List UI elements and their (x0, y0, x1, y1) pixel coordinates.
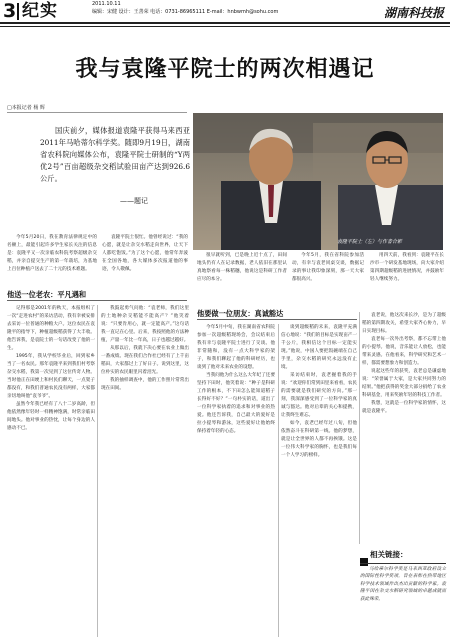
paragraph: 我想，这就是一位科学家的情怀，这就是袁隆平。 (362, 401, 446, 414)
column-2-body (101, 305, 189, 637)
article-title: 我与袁隆平院士的两次相遇记 (75, 57, 375, 82)
newspaper-name: 湖南科技报 (383, 6, 444, 20)
related-link-icon (360, 551, 368, 559)
column-divider (97, 305, 98, 637)
column-divider (278, 324, 279, 637)
subheading-2: 他要做一位朋友：真诚豁达 (197, 309, 284, 318)
subheading-1-rule (7, 300, 187, 301)
column-4-top (292, 252, 364, 288)
paragraph: 1995年，我从学校毕业后，回到家乡当了一名农民。那年袁隆平来到我们村考察杂交水稻，我第一次见到了这位传奇人物。当时他正在田埂上和村民们聊天，一点架子都没有，和我们普通农民没有两样，大家都亲切地叫他“袁爷爷”。 (7, 354, 95, 399)
column-3-top (197, 252, 287, 288)
column-5-body (362, 312, 446, 544)
paragraph: 很早就听到，已是晚上近十点了，田间地头仍有人在记录数据，老人依旧在那里认真地察看每一株稻穗，他说这是科研工作者应尽的本分。 (197, 253, 287, 282)
byline-rule (7, 112, 187, 113)
paragraph: 袁隆平院士很忙。他曾经说过：“我的心愿，就是让杂交水稻走向世界，让天下人都吃饱饭。”为了这个心愿，他常年奔波在全国各地，各大媒体多次报道他的事迹，令人敬佩。 (102, 235, 188, 272)
header-rule (0, 22, 450, 24)
header-rule-thin (0, 26, 450, 27)
paragraph: 如今，袁老已经年过八旬，但他依然奋斗在科研第一线。他的梦想，就是让全世界的人都不再挨饿。这是一位伟大科学家的胸怀，也是我们每一个人学习的榜样。 (281, 421, 357, 458)
column-5-top (370, 252, 444, 308)
paragraph: 我鼓起勇气问他：“袁老师，我们这里的土地种杂交稻能不能高产？”他笑着说：“只要肯用心，就一定能高产。”这句话我一直记在心里。后来，我按照他的方法种植，产量一年比一年高，日子也越过越好。 (101, 306, 189, 343)
column-2-top (102, 234, 188, 284)
column-1-top (7, 234, 97, 284)
paragraph: 我的抽样调查中，他的工作照片常常出现在田间。 (101, 378, 189, 391)
paragraph: 虽然今年我已经有了八十二岁高龄，但他依然像年轻时一样精神饱满，时常亲临田间地头。他对事业的热忱，让每个身边的人感动不已。 (7, 402, 95, 431)
paragraph: 说起这些年的获奖，袁老总是谦虚地说：“荣誉属于大家，是大家共同努力的结果。”他把获得的奖金大部分捐给了农业科研基金，用来奖励年轻的科技工作者。 (362, 369, 446, 398)
byline: □本报记者 杨 辉 (7, 105, 45, 111)
paragraph: 当我问他为什么这么大年纪了还要坚持下田时，他笑着说：“种子是科研工作的根本，不下田怎么能知道稻子长得好不好？”一句朴实的话，道出了一位科学家执着的追求和对事业的热爱。他还告诉我，自己最大的爱好是拉小提琴和游泳，这些爱好让他始终保持着年轻的心态。 (197, 373, 275, 434)
paragraph: 采访结束时，袁老握着我的手说：“欢迎你们常到田里来看看，农民的需要就是我们研究的方向。”那一刻，我深深感受到了一位科学家的真诚与豁达。他对后辈的关心和提携，让我终生难忘。 (281, 373, 357, 418)
paragraph: 今年5月，我在省科院参加活动，有幸与袁老同桌交谈，数据记录的事让我印象深刻，那一天大家都很高兴。 (292, 253, 364, 282)
intro-paragraph: 国庆前夕，媒体报道袁隆平获得马来西亚2011年马哈蒂尔科学奖。随即9月19日，湖南省农科院向媒体公布，袁隆平院士研制的“Y两优2号”百亩超级杂交稻试验田亩产达到926.6公斤。 (40, 126, 190, 183)
column-divider (359, 312, 360, 544)
related-link-text: 马哈蒂尔科学奖是马来西亚政府设立的国际性科学奖项，旨在表彰在热带地区科学技术领域作出杰出贡献的科学家。袁隆平因在杂交水稻研究领域的卓越成就而获此殊荣。 (360, 567, 446, 602)
paragraph: 袁老每一次外出考察，都不忘带上他的小提琴。他说，音乐能让人放松，也能带来灵感。在他看来，科学研究和艺术一样，都需要想象力和创造力。 (362, 337, 446, 366)
column-4-body (281, 324, 357, 637)
subheading-1: 他送一位老农：平凡遇和 (7, 290, 87, 299)
photo-illustration (193, 113, 443, 250)
paragraph: 记得那是2001年的秋天，本报组织了一次“走进农村”的采访活动，我有幸被安排去采访一位普通的种粮大户。这位农民在袁隆平的指导下，种植超级稻获得了大丰收。他告诉我，是袁院士的一句话改变了他的一生。 (7, 306, 95, 351)
article-photo (193, 113, 443, 250)
paragraph: 从那以后，我就下决心要在农业上做出一番成绩。现在我们合作社已经有了上千亩稻田，大家都过上了好日子。说到这里，这位朴实的农民眼里闪着泪光。 (101, 346, 189, 375)
page-number: 3 (3, 0, 17, 22)
intro-signature: ——题记 (120, 197, 148, 205)
paragraph: 用四天前，我看到：袁隆平在长沙市一个研发基地现场，向大家介绍第四期超级稻的进展情况，并鼓励年轻人继续努力。 (370, 253, 444, 282)
subheading-2-rule (197, 319, 357, 320)
paragraph: 今年5月中旬，我在湖南省农科院参加一次超级稻现场会，会议结束后我有幸与袁隆平院士进行了交谈。他非常随和，没有一点大科学家的架子，和我们聊起了他的科研经历，也谈到了他对未来农业的设想。 (197, 325, 275, 370)
page-number-divider (17, 3, 19, 20)
photo-caption: 袁隆平院士（左）与作者合影 (337, 239, 403, 245)
column-3-body (197, 324, 275, 637)
related-link-title: 相关链接： (370, 550, 408, 559)
paragraph: 今年5月20日，我在教育法律规定中的名额上，最能引起许多学生家长关注的信息是：袁隆平又一次亲临农科院考察超级杂交稻，并亲自提交生产的第一年栽培，为基地上百位种植户送去了二十元的技术难题。 (7, 235, 97, 272)
section-name: 纪实 (22, 1, 58, 21)
editor-info: 编辑：宋健 设计：王善荣 电话：0731-86965111 E-mail：hnbwmh@sohu.com (92, 9, 279, 15)
paragraph: 谈到超级稻的未来，袁隆平充满信心地说：“我们的目标是实现亩产一千公斤，我相信这个目标一定能实现。”他说，中国人要把饭碗端在自己手里，杂交水稻的研究永远没有止境。 (281, 325, 357, 370)
issue-date: 2011.10.11 (92, 1, 121, 7)
column-1-body (7, 305, 95, 637)
paragraph: 袁老说，他这次来长沙，是为了超级稻的第四期攻关，希望大家齐心协力，早日实现目标。 (362, 313, 446, 334)
